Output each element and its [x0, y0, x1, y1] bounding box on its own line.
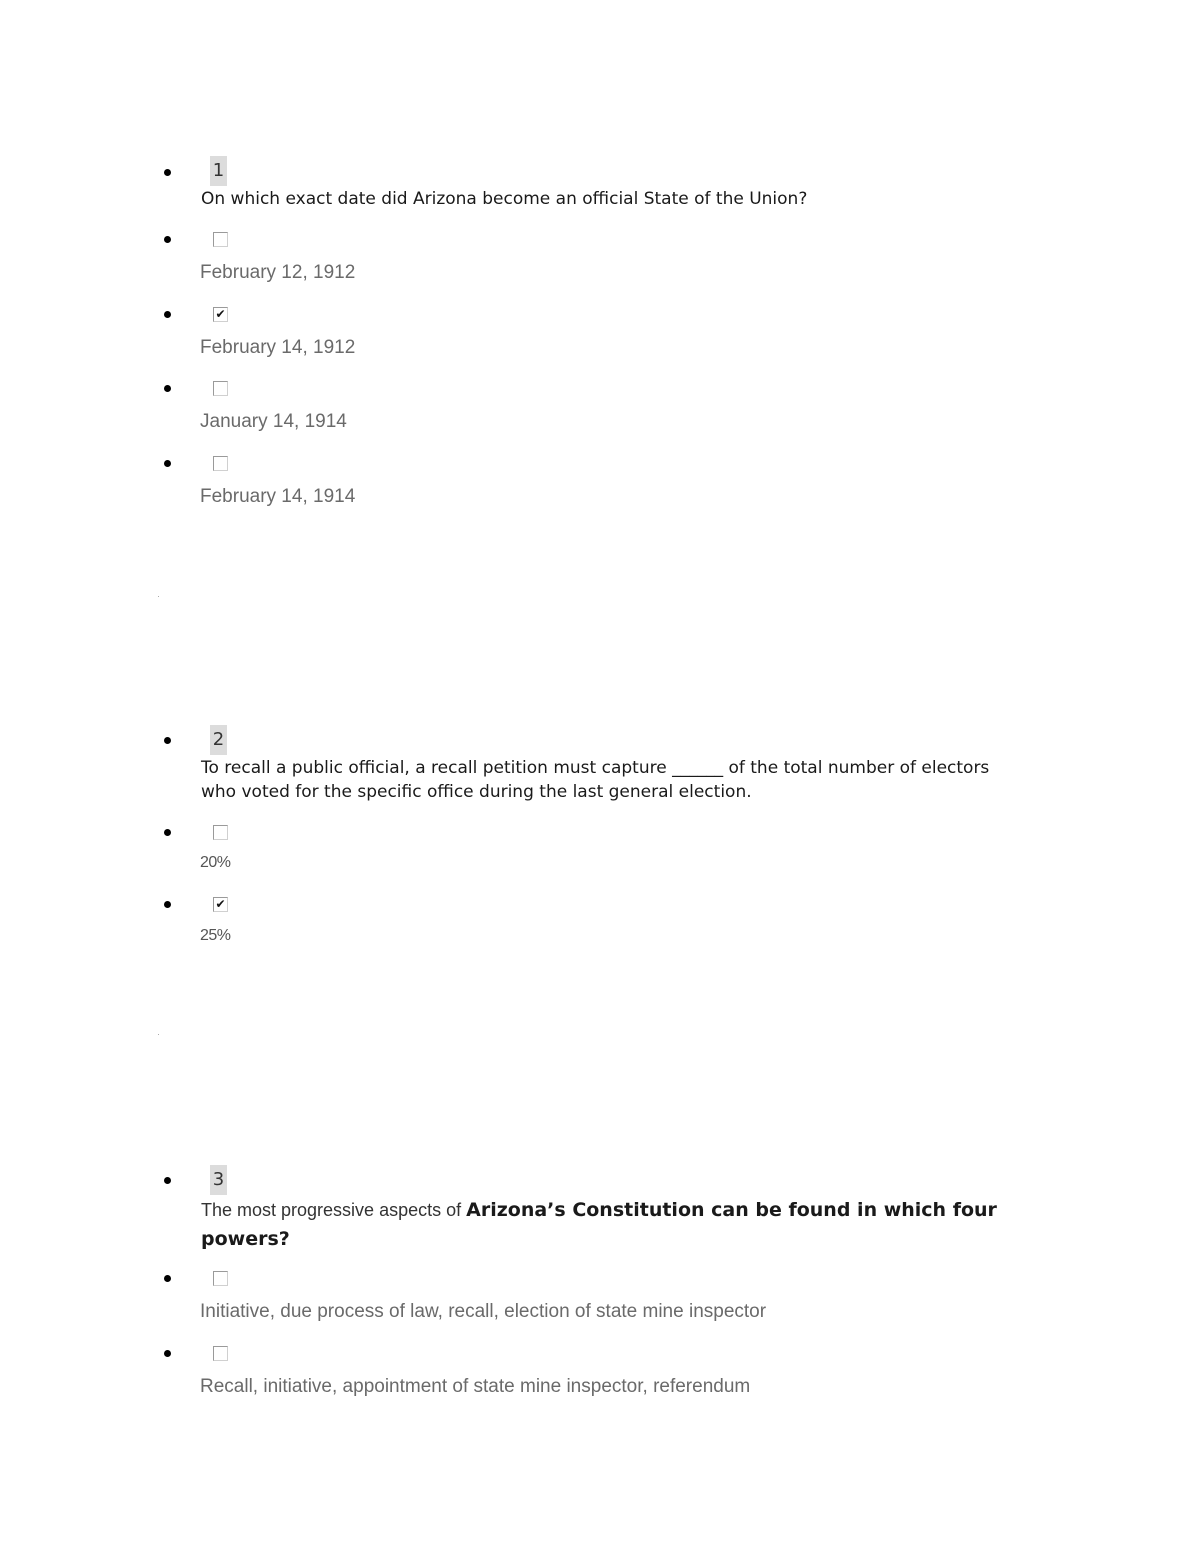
bullet [164, 901, 171, 908]
checkmark-icon: ✔ [215, 897, 226, 911]
answer-label: 25% [200, 927, 231, 944]
bullet [164, 169, 171, 176]
bullet [164, 829, 171, 836]
answer-checkbox[interactable] [213, 381, 228, 396]
answer-label: Initiative, due process of law, recall, election of state mine inspector [200, 1301, 767, 1322]
bullet [164, 737, 171, 744]
bullet [164, 1275, 171, 1282]
bullet [164, 460, 171, 467]
question-text: To recall a public official, a recall petition must capture ______ of the total number of electors who voted for the specific office during the last general election. [201, 758, 990, 802]
checkmark-icon: ✔ [215, 307, 226, 321]
answer-checkbox[interactable] [213, 1346, 228, 1361]
answer-label: 20% [200, 854, 231, 871]
answer-checkbox-checked[interactable] [213, 897, 228, 912]
question-text: On which exact date did Arizona become an official State of the Union? [201, 189, 808, 209]
divider-dot [158, 1034, 159, 1035]
answer-checkbox[interactable] [213, 232, 228, 247]
question-number: 1 [210, 156, 227, 186]
question-text-bold: Arizona’s Constitution can be found in which four powers? [201, 1199, 997, 1250]
question-text [201, 1196, 1021, 1254]
bullet [164, 1177, 171, 1184]
answer-label: Recall, initiative, appointment of state mine inspector, referendum [200, 1376, 751, 1397]
answer-checkbox[interactable] [213, 1271, 228, 1286]
answer-label: February 14, 1914 [200, 486, 356, 507]
question-number: 2 [210, 725, 227, 755]
bullet [164, 1350, 171, 1357]
answer-checkbox-checked[interactable] [213, 307, 228, 322]
bullet [164, 385, 171, 392]
answer-checkbox[interactable] [213, 825, 228, 840]
divider-dot [158, 596, 159, 597]
answer-checkbox[interactable] [213, 456, 228, 471]
question-number: 3 [210, 1165, 227, 1195]
question-text-plain: The most progressive aspects of [201, 1200, 467, 1220]
bullet [164, 236, 171, 243]
bullet [164, 311, 171, 318]
answer-label: January 14, 1914 [200, 411, 347, 432]
answer-label: February 14, 1912 [200, 337, 356, 358]
answer-label: February 12, 1912 [200, 262, 356, 283]
